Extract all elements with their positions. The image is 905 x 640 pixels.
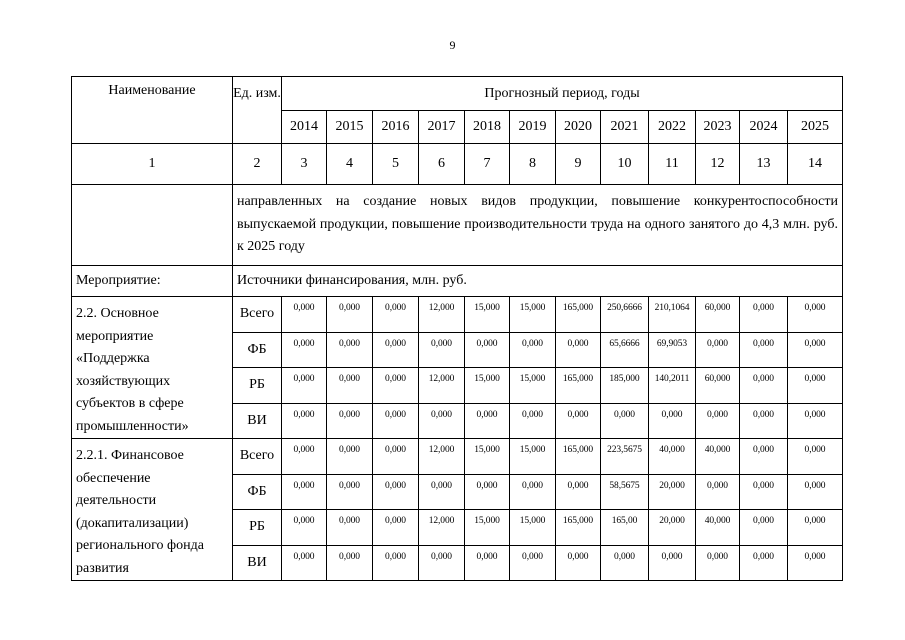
value-cell: 0,000	[327, 439, 373, 475]
value-cell: 0,000	[419, 474, 465, 510]
value-cell: 0,000	[373, 403, 419, 439]
value-cell: 15,000	[465, 510, 510, 546]
value-cell: 0,000	[510, 545, 556, 581]
value-cell: 0,000	[556, 474, 601, 510]
column-number: 13	[740, 144, 788, 185]
value-cell: 165,00	[601, 510, 649, 546]
value-cell: 0,000	[327, 474, 373, 510]
column-number: 8	[510, 144, 556, 185]
value-cell: 40,000	[649, 439, 696, 475]
value-cell: 0,000	[419, 403, 465, 439]
value-cell: 0,000	[419, 545, 465, 581]
funding-unit: Всего	[233, 439, 282, 475]
value-cell: 0,000	[510, 332, 556, 368]
value-cell: 0,000	[373, 474, 419, 510]
year-header: 2023	[696, 111, 740, 144]
value-cell: 0,000	[696, 474, 740, 510]
value-cell: 210,1064	[649, 297, 696, 333]
value-cell: 0,000	[788, 403, 843, 439]
column-number: 4	[327, 144, 373, 185]
year-header: 2021	[601, 111, 649, 144]
value-cell: 165,000	[556, 368, 601, 404]
value-cell: 12,000	[419, 368, 465, 404]
value-cell: 0,000	[740, 474, 788, 510]
column-number: 2	[233, 144, 282, 185]
value-cell: 0,000	[282, 474, 327, 510]
year-header: 2014	[282, 111, 327, 144]
value-cell: 165,000	[556, 297, 601, 333]
value-cell: 0,000	[696, 545, 740, 581]
value-cell: 0,000	[788, 474, 843, 510]
header-unit: Ед. изм.	[233, 77, 282, 144]
value-cell: 0,000	[465, 403, 510, 439]
value-cell: 0,000	[282, 439, 327, 475]
sources-label: Источники финансирования, млн. руб.	[233, 266, 843, 297]
column-number: 6	[419, 144, 465, 185]
forecast-table	[71, 76, 843, 581]
value-cell: 15,000	[465, 439, 510, 475]
value-cell: 0,000	[373, 297, 419, 333]
value-cell: 58,5675	[601, 474, 649, 510]
value-cell: 0,000	[465, 474, 510, 510]
value-cell: 0,000	[696, 332, 740, 368]
value-cell: 20,000	[649, 510, 696, 546]
value-cell: 0,000	[556, 403, 601, 439]
value-cell: 0,000	[327, 332, 373, 368]
column-number: 12	[696, 144, 740, 185]
activity-label: Мероприятие:	[72, 266, 233, 297]
value-cell: 0,000	[327, 545, 373, 581]
value-cell: 0,000	[788, 439, 843, 475]
value-cell: 60,000	[696, 368, 740, 404]
value-cell: 0,000	[465, 545, 510, 581]
table-row	[72, 439, 843, 475]
value-cell: 0,000	[327, 403, 373, 439]
value-cell: 0,000	[740, 403, 788, 439]
value-cell: 15,000	[510, 510, 556, 546]
value-cell: 15,000	[465, 297, 510, 333]
table-row	[72, 297, 843, 333]
value-cell: 0,000	[282, 297, 327, 333]
column-number: 5	[373, 144, 419, 185]
value-cell: 0,000	[556, 545, 601, 581]
column-number: 7	[465, 144, 510, 185]
value-cell: 0,000	[649, 403, 696, 439]
value-cell: 0,000	[373, 545, 419, 581]
year-header: 2024	[740, 111, 788, 144]
funding-unit: Всего	[233, 297, 282, 333]
value-cell: 0,000	[373, 439, 419, 475]
page-number: 9	[449, 38, 456, 52]
value-cell: 223,5675	[601, 439, 649, 475]
funding-unit: ФБ	[233, 474, 282, 510]
year-header: 2025	[788, 111, 843, 144]
column-number: 11	[649, 144, 696, 185]
value-cell: 0,000	[788, 545, 843, 581]
value-cell: 0,000	[282, 332, 327, 368]
value-cell: 0,000	[740, 439, 788, 475]
value-cell: 0,000	[556, 332, 601, 368]
value-cell: 12,000	[419, 510, 465, 546]
value-cell: 0,000	[419, 332, 465, 368]
value-cell: 69,9053	[649, 332, 696, 368]
value-cell: 0,000	[282, 368, 327, 404]
value-cell: 165,000	[556, 439, 601, 475]
value-cell: 0,000	[788, 510, 843, 546]
year-header: 2017	[419, 111, 465, 144]
value-cell: 0,000	[327, 297, 373, 333]
value-cell: 40,000	[696, 510, 740, 546]
column-number: 3	[282, 144, 327, 185]
column-numbers-row	[72, 144, 843, 185]
year-header: 2015	[327, 111, 373, 144]
year-header: 2018	[465, 111, 510, 144]
funding-unit: ВИ	[233, 545, 282, 581]
value-cell: 0,000	[510, 403, 556, 439]
value-cell: 250,6666	[601, 297, 649, 333]
value-cell: 0,000	[282, 545, 327, 581]
value-cell: 0,000	[601, 545, 649, 581]
column-number: 10	[601, 144, 649, 185]
column-number: 9	[556, 144, 601, 185]
value-cell: 0,000	[788, 368, 843, 404]
year-header: 2016	[373, 111, 419, 144]
value-cell: 0,000	[373, 510, 419, 546]
value-cell: 0,000	[788, 297, 843, 333]
value-cell: 15,000	[465, 368, 510, 404]
activity-name: 2.2.1. Финансовое обеспечение деятельности (докапитализации) регионального фонда развития	[72, 439, 233, 581]
value-cell: 0,000	[740, 545, 788, 581]
funding-unit: РБ	[233, 510, 282, 546]
value-cell: 0,000	[601, 403, 649, 439]
value-cell: 15,000	[510, 368, 556, 404]
value-cell: 0,000	[740, 368, 788, 404]
value-cell: 0,000	[327, 510, 373, 546]
value-cell: 165,000	[556, 510, 601, 546]
value-cell: 40,000	[696, 439, 740, 475]
data-blocks	[72, 297, 843, 581]
description-empty-cell	[72, 185, 233, 266]
funding-unit: ВИ	[233, 403, 282, 439]
column-number: 1	[72, 144, 233, 185]
value-cell: 0,000	[788, 332, 843, 368]
value-cell: 15,000	[510, 439, 556, 475]
header-period: Прогнозный период, годы	[282, 77, 843, 111]
funding-unit: ФБ	[233, 332, 282, 368]
value-cell: 0,000	[373, 368, 419, 404]
value-cell: 0,000	[740, 297, 788, 333]
year-header: 2020	[556, 111, 601, 144]
header-name: Наименование	[72, 77, 233, 144]
value-cell: 0,000	[327, 368, 373, 404]
value-cell: 12,000	[419, 439, 465, 475]
funding-unit: РБ	[233, 368, 282, 404]
value-cell: 0,000	[465, 332, 510, 368]
value-cell: 0,000	[649, 545, 696, 581]
value-cell: 12,000	[419, 297, 465, 333]
value-cell: 0,000	[740, 332, 788, 368]
year-header: 2019	[510, 111, 556, 144]
value-cell: 0,000	[740, 510, 788, 546]
description-text: направленных на создание новых видов продукции, повышение конкурентоспособности выпускаемой продукции, повышение производительности труда на одного занятого до 4,3 млн. руб. к 2025 году	[233, 185, 843, 266]
column-number: 14	[788, 144, 843, 185]
value-cell: 0,000	[696, 403, 740, 439]
value-cell: 15,000	[510, 297, 556, 333]
value-cell: 0,000	[373, 332, 419, 368]
value-cell: 0,000	[282, 510, 327, 546]
value-cell: 0,000	[282, 403, 327, 439]
value-cell: 20,000	[649, 474, 696, 510]
activity-name: 2.2. Основное мероприятие «Поддержка хозяйствующих субъектов в сфере промышленности»	[72, 297, 233, 439]
value-cell: 65,6666	[601, 332, 649, 368]
value-cell: 0,000	[510, 474, 556, 510]
value-cell: 140,2011	[649, 368, 696, 404]
value-cell: 60,000	[696, 297, 740, 333]
year-header: 2022	[649, 111, 696, 144]
value-cell: 185,000	[601, 368, 649, 404]
